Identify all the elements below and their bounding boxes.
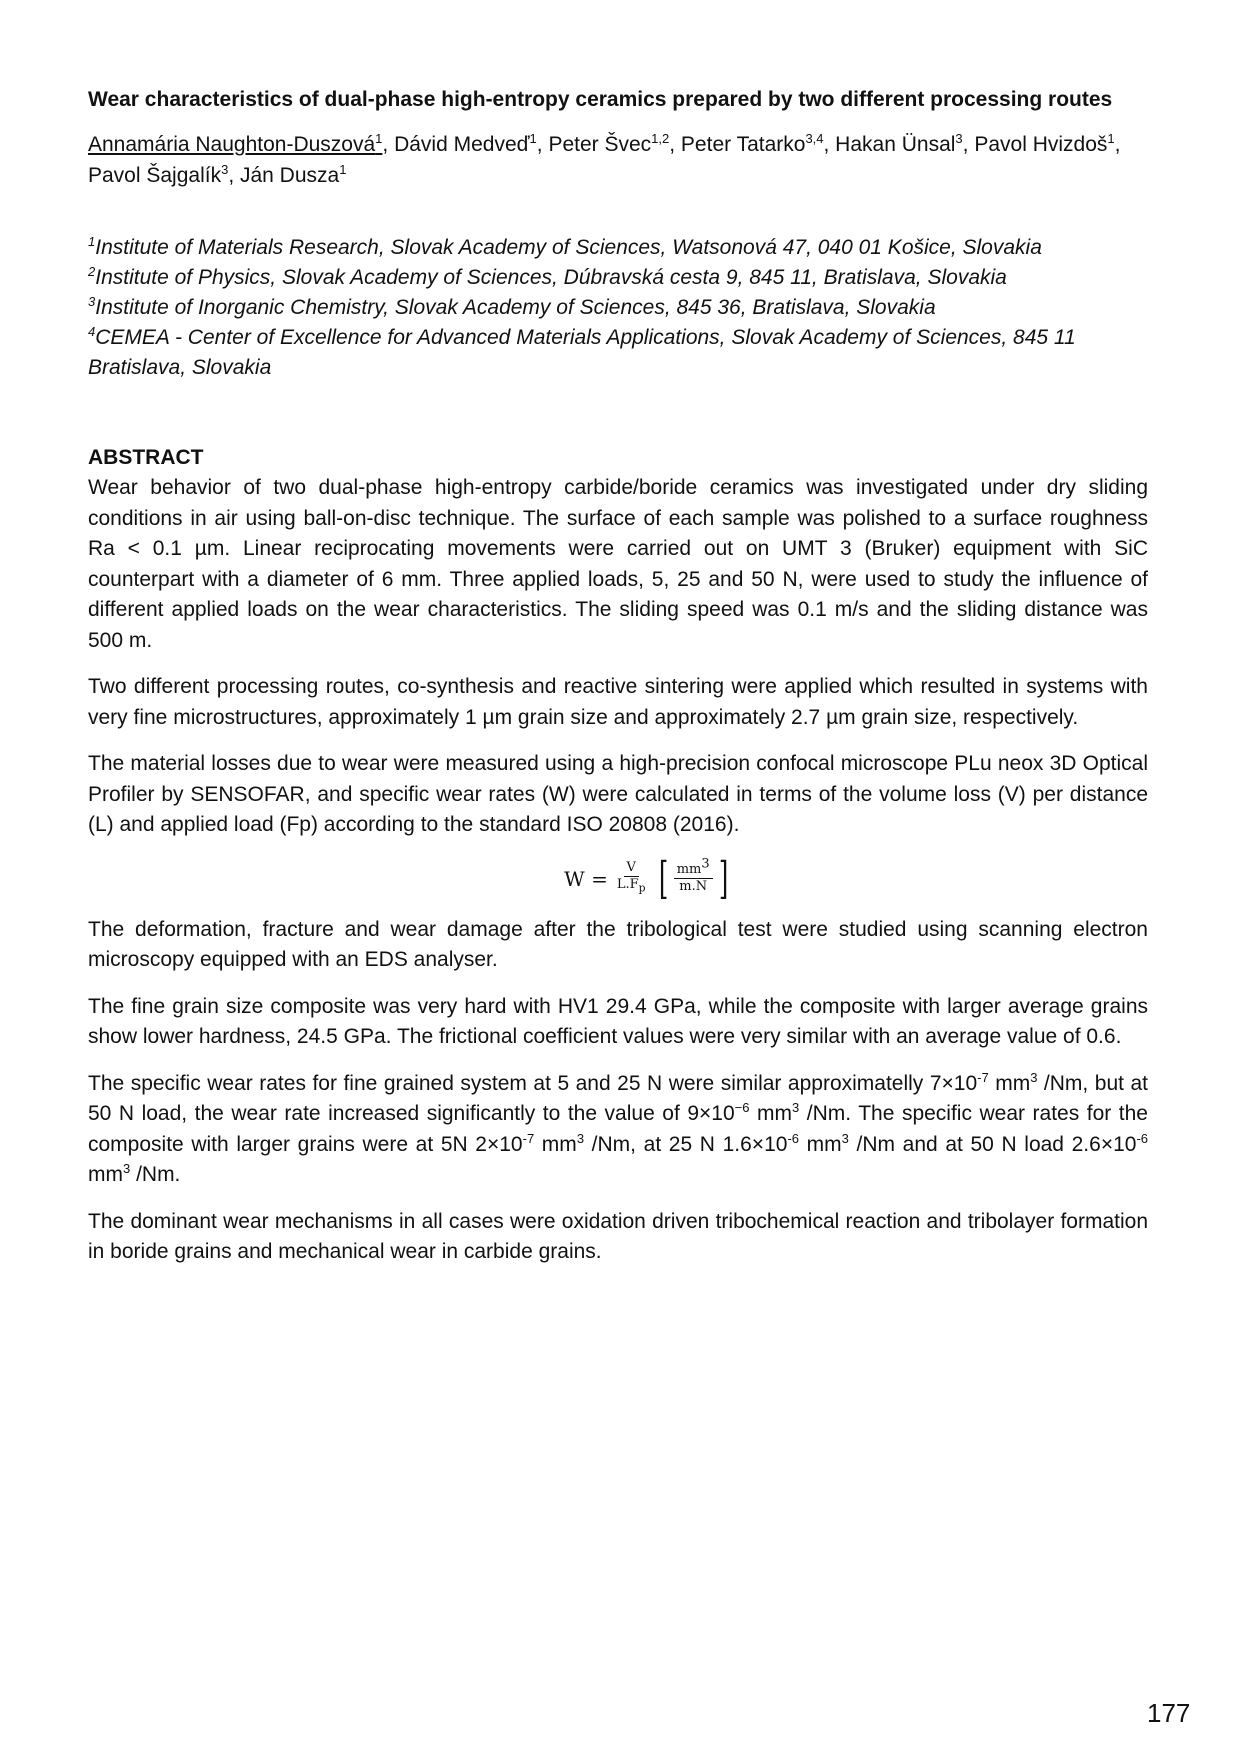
equation-fraction: $\frac{V}{L.F_p}$ [616,860,646,895]
bracket-close: ] [718,852,728,904]
abstract-paragraph: The material losses due to wear were measured using a high-precision confocal microscope PLu neox 3D Optical Profiler by SENSOFAR, and specific wear rates (W) were calculated in terms of the volume loss (V) per distance (L) and applied load (Fp) according to the standard ISO 20808 (2016). [88,752,1148,836]
author: , Pavol Šajgalík [88,133,1121,187]
wear-rate-equation [148,852,1148,904]
author: , Hakan Ünsal [823,133,956,156]
abstract-paragraph: The deformation, fracture and wear damage after the tribological test were studied using scanning electron microscopy equipped with an EDS analyser. [88,917,1148,971]
abstract-heading: ABSTRACT [88,446,204,469]
paper-page [88,84,1148,1284]
author: , Peter Švec [536,133,652,156]
author: , Pavol Hvizdoš [962,133,1108,156]
author: , Peter Tatarko [669,133,806,156]
equation-lhs: W = [564,866,608,891]
author-presenting: Annamária Naughton-Duszová$^1$ [88,131,383,156]
affiliation: $^1$Institute of Materials Research, Slovak Academy of Sciences, Watsonová 47, 040 01 Košice, Slovakia [88,234,1042,259]
abstract-paragraph: Two different processing routes, co-synthesis and reactive sintering were applied which resulted in systems with very fine microstructures, approximately 1 µm grain size and approximately 2.7 µm grain size, respectively. [88,675,1148,729]
affiliation: $^3$Institute of Inorganic Chemistry, Slovak Academy of Sciences, 845 36, Bratislava, Slovakia [88,294,936,319]
abstract-paragraph: Wear behavior of two dual-phase high-entropy carbide/boride ceramics was investigated under dry sliding conditions in air using ball-on-disc technique. The surface of each sample was polished to a surface roughness Ra < 0.1 µm. Linear reciprocating movements were carried out on UMT 3 (Bruker) equipment with SiC counterpart with a diameter of 6 mm. Three applied loads, 5, 25 and 50 N, were used to study the influence of different applied loads on the wear characteristics. The sliding speed was 0.1 m/s and the sliding distance was 500 m. [88,476,1148,652]
author: , Dávid Medveď [382,133,530,156]
author-list: Annamária Naughton-Duszová$^1$, Dávid Medveď$^1$, Peter Švec$^{1,2}$, Peter Tatarko$^{3,4}$, Hakan Ünsal$^3$, Pavol Hvizdoš$^1$, Pavol Šajgalík$^3$, Ján Dusza$^1$ [88,131,1121,187]
abstract-paragraph: The dominant wear mechanisms in all cases were oxidation driven tribochemical reaction and tribolayer formation in boride grains and mechanical wear in carbide grains. [88,1209,1148,1263]
affiliation: $^4$CEMEA - Center of Excellence for Advanced Materials Applications, Slovak Academy of Sciences, 845 11 Bratislava, Slovakia [88,324,1076,379]
equation-unit: $\frac{mm^3}{m.N}$ [674,862,713,895]
abstract-paragraph: The specific wear rates for fine grained system at 5 and 25 N were similar approximatelly $7\times 10^{-7}$ $mm^3$ /Nm, but at 50 N load, the wear rate increased significantly to the value of $9\times 10^{-6}$ $mm^3$ /Nm. The specific wear rates for the composite with larger grains were at 5N $2\times 10^{-7}$ $mm^3$ /Nm, at 25 N $1.6\times 10^{-6}$ $mm^3$ /Nm and at 50 N load $2.6\times 10^{-6}$ $mm^3$ /Nm. [88,1069,1149,1186]
author: , Ján Dusza [228,164,340,187]
page-number: 177 [1147,1698,1191,1728]
affiliation: $^2$Institute of Physics, Slovak Academy of Sciences, Dúbravská cesta 9, 845 11, Bratislava, Slovakia [88,264,1007,289]
paper-title: Wear characteristics of dual-phase high-entropy ceramics prepared by two different processing routes [88,88,1113,111]
bracket-open: [ [658,852,668,904]
affiliation-list [88,233,1148,383]
abstract-paragraph: The fine grain size composite was very hard with HV1 29.4 GPa, while the composite with larger average grains show lower hardness, 24.5 GPa. The frictional coefficient values were very similar with an average value of 0.6. [88,994,1148,1048]
